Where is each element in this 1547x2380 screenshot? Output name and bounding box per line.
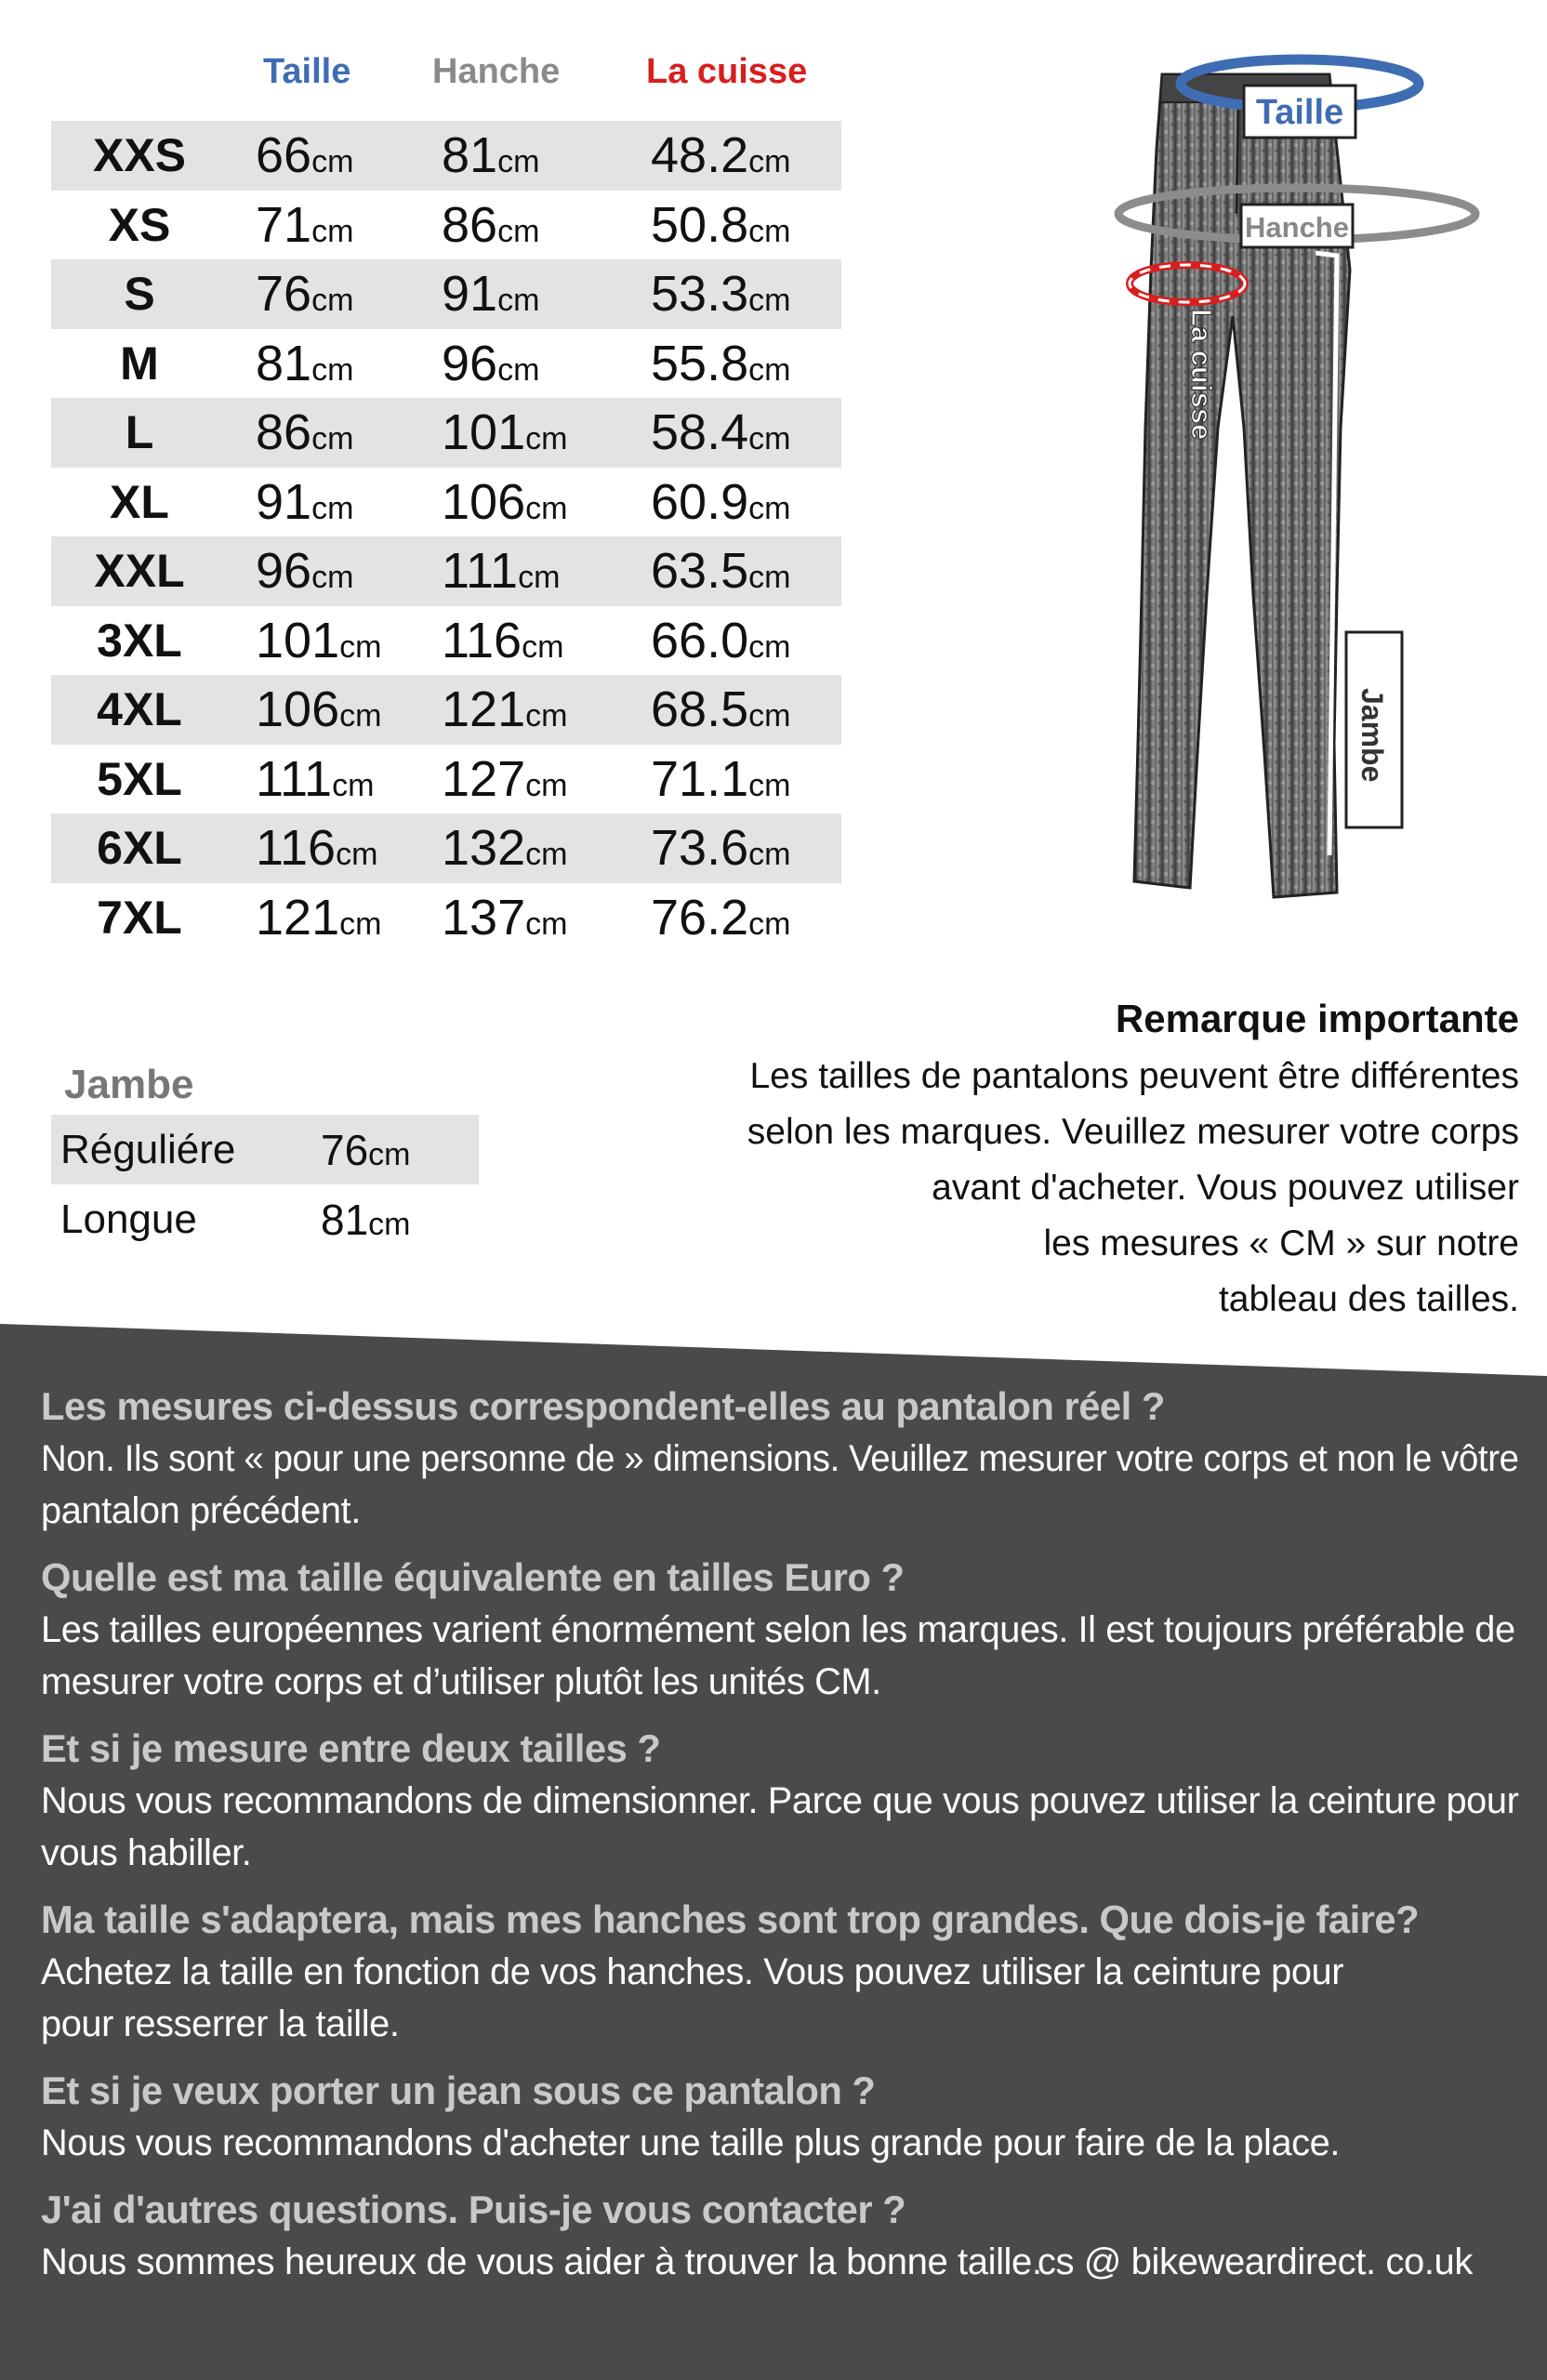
unit-label: cm bbox=[311, 351, 354, 388]
unit-label: cm bbox=[339, 628, 382, 665]
faq-answer-text: Nous vous recommandons de dimensionner. Parce que vous pouvez utiliser la ceinture pour bbox=[41, 1780, 1519, 1821]
thigh-value-cell bbox=[651, 681, 790, 738]
unit-label: cm bbox=[525, 490, 568, 526]
faq-question: Et si je mesure entre deux tailles ? bbox=[41, 1726, 661, 1770]
pants-measurement-diagram bbox=[1097, 37, 1506, 911]
size-row bbox=[51, 536, 841, 606]
waist-value: 111 bbox=[256, 750, 333, 807]
hip-value-cell bbox=[442, 612, 563, 669]
size-row bbox=[51, 398, 841, 468]
size-row bbox=[51, 191, 841, 260]
thigh-value-cell bbox=[651, 819, 790, 877]
thigh-value-cell bbox=[651, 403, 790, 461]
thigh-value-cell bbox=[651, 612, 790, 669]
faq-answer-line bbox=[41, 1656, 1519, 1708]
leg-length-table bbox=[51, 1055, 479, 1254]
faq-answer-line bbox=[41, 1998, 1519, 2050]
waist-value: 76 bbox=[256, 266, 312, 323]
size-label-cell bbox=[51, 337, 228, 390]
size-label: XS bbox=[108, 198, 171, 251]
waist-value-cell bbox=[256, 265, 353, 323]
leg-length-name: Longue bbox=[60, 1196, 197, 1242]
size-label: XXS bbox=[92, 129, 187, 182]
size-label: 4XL bbox=[97, 683, 182, 736]
hip-value: 101 bbox=[442, 404, 526, 461]
size-label-cell bbox=[51, 614, 228, 668]
unit-label: cm bbox=[332, 767, 375, 803]
faq-item bbox=[41, 1723, 1528, 1879]
faq-answer-line bbox=[41, 1604, 1519, 1656]
thigh-value: 76.2 bbox=[651, 889, 749, 945]
header-waist: Taille bbox=[263, 52, 351, 91]
size-chart-rows bbox=[51, 121, 841, 952]
leg-length-value-cell bbox=[321, 1125, 411, 1175]
faq-answer-line bbox=[41, 1775, 1519, 1827]
unit-label: cm bbox=[748, 213, 791, 249]
unit-label: cm bbox=[525, 837, 568, 873]
waist-value: 86 bbox=[256, 404, 312, 461]
size-row bbox=[51, 121, 841, 191]
faq-answer-text: Achetez la taille en fonction de vos hanches. Vous pouvez utiliser la ceinture pour bbox=[41, 1951, 1344, 1992]
unit-label: cm bbox=[311, 283, 354, 319]
faq-answer-line bbox=[41, 1433, 1519, 1485]
size-label: XXL bbox=[94, 545, 185, 598]
unit-label: cm bbox=[497, 144, 540, 180]
size-label-cell bbox=[51, 128, 228, 182]
hip-value-cell bbox=[442, 889, 567, 946]
thigh-value: 58.4 bbox=[651, 404, 749, 461]
unit-label: cm bbox=[748, 144, 791, 180]
leg-length-row bbox=[51, 1115, 479, 1184]
faq-question: Ma taille s'adaptera, mais mes hanches sont trop grandes. Que dois-je faire? bbox=[41, 1897, 1420, 1941]
unit-label: cm bbox=[748, 628, 791, 665]
thigh-value-cell bbox=[651, 196, 790, 254]
important-note-line: Les tailles de pantalons peuvent être différentes bbox=[749, 1056, 1519, 1096]
unit-label: cm bbox=[748, 698, 791, 734]
thigh-value: 60.9 bbox=[651, 473, 749, 530]
hip-value: 111 bbox=[442, 543, 519, 600]
waist-value: 81 bbox=[256, 335, 312, 391]
leg-length-title: Jambe bbox=[64, 1062, 194, 1107]
thigh-value-cell bbox=[651, 473, 790, 531]
thigh-value: 71.1 bbox=[651, 750, 749, 807]
faq-section bbox=[41, 1381, 1528, 2303]
important-note bbox=[682, 997, 1519, 1328]
size-row bbox=[51, 606, 841, 676]
size-label-cell bbox=[51, 821, 228, 875]
faq-answer-line bbox=[41, 1827, 1519, 1879]
hip-value: 86 bbox=[442, 196, 498, 253]
unit-label: cm bbox=[525, 698, 568, 734]
faq-answer-line bbox=[41, 2236, 1528, 2288]
size-label-cell bbox=[51, 405, 228, 459]
hip-value: 116 bbox=[442, 612, 522, 668]
hip-value: 121 bbox=[442, 681, 526, 738]
unit-label: cm bbox=[748, 283, 791, 319]
waist-value-cell bbox=[256, 542, 353, 600]
thigh-value-cell bbox=[651, 542, 790, 600]
unit-label: cm bbox=[311, 144, 354, 180]
size-row bbox=[51, 329, 841, 399]
hip-value-cell bbox=[442, 750, 567, 808]
faq-item bbox=[41, 1381, 1528, 1537]
header-hip: Hanche bbox=[432, 52, 561, 91]
hip-value-cell bbox=[442, 819, 567, 877]
waist-value-cell bbox=[256, 335, 353, 392]
waist-value-cell bbox=[256, 681, 381, 738]
unit-label: cm bbox=[518, 560, 561, 596]
faq-answer-text: Nous vous recommandons d'acheter une taille plus grande pour faire de la place. bbox=[41, 2122, 1341, 2163]
hip-value: 127 bbox=[442, 750, 526, 807]
waist-value-cell bbox=[256, 473, 353, 531]
size-row bbox=[51, 745, 841, 814]
waist-value: 91 bbox=[256, 473, 312, 530]
unit-label: cm bbox=[748, 767, 791, 803]
thigh-value-cell bbox=[651, 335, 790, 392]
size-label-cell bbox=[51, 475, 228, 529]
thigh-value-cell bbox=[651, 750, 790, 808]
hip-value: 96 bbox=[442, 335, 498, 391]
faq-item bbox=[41, 1552, 1528, 1708]
size-label: 7XL bbox=[97, 891, 182, 944]
thigh-label: La cuisse bbox=[1185, 309, 1218, 441]
unit-label: cm bbox=[311, 490, 354, 526]
size-label: S bbox=[124, 268, 155, 321]
waist-value-cell bbox=[256, 889, 381, 946]
leg-length-name: Réguliére bbox=[60, 1126, 236, 1172]
waist-value: 66 bbox=[256, 127, 312, 184]
size-label: M bbox=[120, 337, 159, 390]
unit-label: cm bbox=[748, 560, 791, 596]
faq-question: Les mesures ci-dessus correspondent-elles au pantalon réel ? bbox=[41, 1384, 1165, 1428]
size-label-cell bbox=[51, 752, 228, 806]
hip-value-cell bbox=[442, 265, 539, 323]
size-label-cell bbox=[51, 267, 228, 321]
unit-label: cm bbox=[525, 767, 568, 803]
thigh-value: 50.8 bbox=[651, 196, 749, 253]
contact-email[interactable]: cs @ bikeweardirect. co.uk bbox=[1037, 2241, 1473, 2282]
size-label-cell bbox=[51, 198, 228, 252]
unit-label: cm bbox=[748, 906, 791, 942]
thigh-value-cell bbox=[651, 126, 790, 184]
faq-answer-text: vous habiller. bbox=[41, 1832, 252, 1873]
unit-label: cm bbox=[497, 283, 540, 319]
waist-value-cell bbox=[256, 750, 374, 808]
thigh-value: 68.5 bbox=[651, 681, 749, 738]
waist-value-cell bbox=[256, 126, 353, 184]
hip-label: Hanche bbox=[1245, 211, 1349, 244]
waist-value-cell bbox=[256, 403, 353, 461]
hip-value-cell bbox=[442, 542, 560, 600]
unit-label: cm bbox=[311, 560, 354, 596]
faq-answer-text: pour resserrer la taille. bbox=[41, 2003, 400, 2044]
leg-length-value: 76 bbox=[321, 1125, 369, 1174]
leg-length-value: 81 bbox=[321, 1195, 369, 1244]
waist-value: 96 bbox=[256, 543, 312, 600]
faq-question: Quelle est ma taille équivalente en tailles Euro ? bbox=[41, 1555, 905, 1599]
size-chart-table bbox=[51, 46, 841, 952]
unit-label: cm bbox=[525, 906, 568, 942]
unit-label: cm bbox=[525, 421, 568, 457]
unit-label: cm bbox=[748, 351, 791, 388]
size-label: 5XL bbox=[97, 752, 182, 805]
unit-label: cm bbox=[339, 906, 382, 942]
size-row bbox=[51, 883, 841, 953]
waist-label: Taille bbox=[1255, 93, 1344, 132]
important-note-line: les mesures « CM » sur notre bbox=[1043, 1223, 1519, 1263]
hip-value: 137 bbox=[442, 889, 526, 945]
size-row bbox=[51, 813, 841, 883]
unit-label: cm bbox=[368, 1136, 411, 1172]
waist-value: 101 bbox=[256, 612, 340, 668]
thigh-value: 55.8 bbox=[651, 335, 749, 391]
leg-length-value-cell bbox=[321, 1195, 411, 1245]
thigh-value: 53.3 bbox=[651, 266, 749, 323]
important-note-body bbox=[682, 1049, 1519, 1328]
faq-answer-text: Les tailles européennes varient énormément selon les marques. Il est toujours préférable de bbox=[41, 1609, 1515, 1650]
hip-value-cell bbox=[442, 681, 567, 738]
hip-value: 132 bbox=[442, 820, 526, 877]
faq-answer-text: pantalon précédent. bbox=[41, 1490, 361, 1531]
important-note-line: avant d'acheter. Vous pouvez utiliser bbox=[932, 1168, 1519, 1208]
important-note-line: tableau des tailles. bbox=[1218, 1279, 1519, 1319]
waist-value-cell bbox=[256, 819, 377, 877]
size-label: XL bbox=[110, 475, 169, 528]
important-note-title: Remarque importante bbox=[1115, 997, 1519, 1040]
unit-label: cm bbox=[748, 421, 791, 457]
thigh-value-cell bbox=[651, 889, 790, 946]
hip-value-cell bbox=[442, 126, 539, 184]
size-label: L bbox=[125, 406, 154, 459]
inseam-label: Jambe bbox=[1355, 688, 1389, 783]
faq-answer-text: Nous sommes heureux de vous aider à trouver la bonne taille. bbox=[41, 2241, 1042, 2282]
faq-question: J'ai d'autres questions. Puis-je vous contacter ? bbox=[41, 2188, 906, 2231]
waist-value: 106 bbox=[256, 681, 340, 738]
thigh-value: 73.6 bbox=[651, 820, 749, 877]
unit-label: cm bbox=[311, 421, 354, 457]
size-row bbox=[51, 675, 841, 745]
unit-label: cm bbox=[368, 1206, 411, 1242]
faq-answer-line bbox=[41, 1946, 1519, 1998]
hip-value-cell bbox=[442, 196, 539, 254]
hip-value-cell bbox=[442, 335, 539, 392]
leg-length-rows bbox=[51, 1115, 479, 1254]
hip-value-cell bbox=[442, 403, 567, 461]
faq-answer-line bbox=[41, 2117, 1519, 2169]
thigh-value: 63.5 bbox=[651, 543, 749, 600]
faq-answer-text: mesurer votre corps et d’utiliser plutôt les unités CM. bbox=[41, 1661, 881, 1702]
size-label-cell bbox=[51, 682, 228, 736]
thigh-value: 66.0 bbox=[651, 612, 749, 668]
unit-label: cm bbox=[311, 213, 354, 249]
faq-item bbox=[41, 1894, 1528, 2050]
waist-value: 116 bbox=[256, 820, 337, 877]
unit-label: cm bbox=[339, 698, 382, 734]
waist-value: 121 bbox=[256, 889, 340, 945]
waist-value: 71 bbox=[256, 196, 312, 253]
important-note-line: selon les marques. Veuillez mesurer votre corps bbox=[747, 1112, 1519, 1152]
size-row bbox=[51, 468, 841, 537]
faq-item bbox=[41, 2184, 1528, 2288]
faq-answer-line bbox=[41, 1485, 1519, 1537]
size-row bbox=[51, 259, 841, 329]
faq-item bbox=[41, 2065, 1528, 2169]
hip-value-cell bbox=[442, 473, 567, 531]
faq-answer-text: Non. Ils sont « pour une personne de » dimensions. Veuillez mesurer votre corps et non le vôtre bbox=[41, 1438, 1519, 1479]
unit-label: cm bbox=[336, 837, 378, 873]
hip-value: 106 bbox=[442, 473, 526, 530]
hip-value: 81 bbox=[442, 127, 498, 184]
unit-label: cm bbox=[522, 628, 564, 665]
thigh-value: 48.2 bbox=[651, 127, 749, 184]
waist-value-cell bbox=[256, 196, 353, 254]
hip-value: 91 bbox=[442, 266, 498, 323]
size-label: 6XL bbox=[97, 822, 182, 875]
leg-length-row bbox=[51, 1184, 479, 1254]
size-chart-header bbox=[51, 46, 841, 121]
size-label-cell bbox=[51, 891, 228, 945]
size-label-cell bbox=[51, 544, 228, 598]
unit-label: cm bbox=[497, 213, 540, 249]
faq-question: Et si je veux porter un jean sous ce pantalon ? bbox=[41, 2069, 876, 2112]
unit-label: cm bbox=[497, 351, 540, 388]
thigh-value-cell bbox=[651, 265, 790, 323]
unit-label: cm bbox=[748, 837, 791, 873]
size-label: 3XL bbox=[97, 614, 182, 667]
unit-label: cm bbox=[748, 490, 791, 526]
header-thigh: La cuisse bbox=[646, 52, 808, 91]
waist-value-cell bbox=[256, 612, 381, 669]
